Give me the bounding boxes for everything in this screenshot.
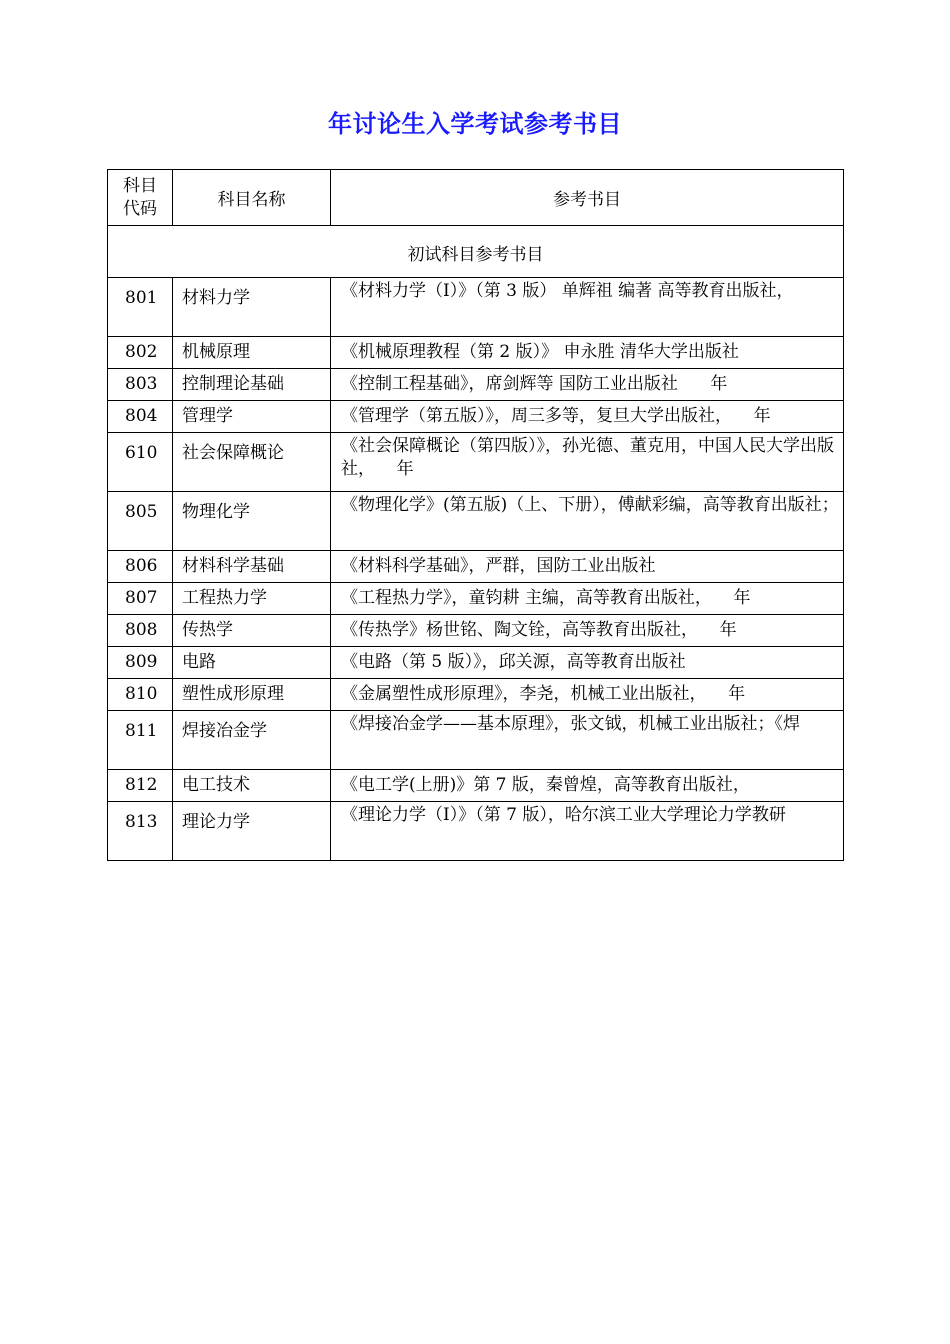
page-title: 年讨论生入学考试参考书目: [328, 110, 622, 138]
subject-name: 传热学: [173, 615, 331, 647]
table-row: [108, 679, 844, 711]
subject-name: 电工技术: [173, 770, 331, 802]
reference-books: [331, 711, 844, 770]
subject-code: 803: [108, 369, 173, 401]
subject-code: 810: [108, 679, 173, 711]
reference-books-text: 《社会保障概论（第四版）》，孙光德、董克用，中国人民大学出版社， 年: [341, 436, 834, 479]
table-row: [108, 711, 844, 770]
table-row: [108, 369, 844, 401]
subject-code: 610: [108, 433, 173, 492]
reference-books: [331, 433, 844, 492]
reference-books: [331, 492, 844, 551]
subject-code: 804: [108, 401, 173, 433]
subject-code: 802: [108, 337, 173, 369]
subject-name: 机械原理: [173, 337, 331, 369]
reference-books-text: 《物理化学》(第五版)（上、下册），傅献彩编，高等教育出版社；: [341, 495, 839, 515]
reference-books-text: 《机械原理教程（第 2 版）》 申永胜 清华大学出版社: [341, 342, 739, 362]
subject-code: 809: [108, 647, 173, 679]
reference-books: [331, 278, 844, 337]
subject-code: 807: [108, 583, 173, 615]
subject-code: 801: [108, 278, 173, 337]
reference-books: [331, 679, 844, 711]
reference-books: [331, 802, 844, 861]
reference-books-text: 《材料力学（I）》（第 3 版） 单辉祖 编著 高等教育出版社，: [341, 281, 794, 301]
subject-name: 工程热力学: [173, 583, 331, 615]
table-row: [108, 647, 844, 679]
subject-name: 控制理论基础: [173, 369, 331, 401]
reference-books: [331, 369, 844, 401]
subject-name: 管理学: [173, 401, 331, 433]
reference-book-table: [107, 169, 844, 861]
table-row: [108, 401, 844, 433]
subject-name: 材料力学: [173, 278, 331, 337]
table-row: [108, 433, 844, 492]
reference-books-text: 《理论力学（I）》（第 7 版），哈尔滨工业大学理论力学教研: [341, 805, 786, 825]
subject-name: 理论力学: [173, 802, 331, 861]
reference-books: [331, 337, 844, 369]
header-code-line1: 科目: [123, 175, 157, 196]
subject-code: 812: [108, 770, 173, 802]
header-reference-books: 参考书目: [331, 170, 844, 226]
reference-books-text: 《焊接冶金学——基本原理》，张文钺，机械工业出版社；《焊: [341, 714, 800, 734]
subject-name: 焊接冶金学: [173, 711, 331, 770]
reference-books-text: 《电路（第 5 版）》，邱关源，高等教育出版社: [341, 652, 686, 672]
reference-books: [331, 583, 844, 615]
subject-code: 813: [108, 802, 173, 861]
reference-books: [331, 770, 844, 802]
subject-code: 808: [108, 615, 173, 647]
reference-books-text: 《电工学(上册)》第 7 版，秦曾煌，高等教育出版社，: [341, 775, 750, 795]
header-subject-name: 科目名称: [173, 170, 331, 226]
reference-books: [331, 551, 844, 583]
reference-books-text: 《传热学》杨世铭、陶文铨，高等教育出版社， 年: [341, 620, 737, 640]
table-row: [108, 583, 844, 615]
subject-code: 805: [108, 492, 173, 551]
reference-books: [331, 647, 844, 679]
subject-name: 塑性成形原理: [173, 679, 331, 711]
table-row: [108, 770, 844, 802]
subject-name: 社会保障概论: [173, 433, 331, 492]
reference-books-text: 《金属塑性成形原理》，李尧，机械工业出版社， 年: [341, 684, 746, 704]
table-row: [108, 615, 844, 647]
reference-books-text: 《工程热力学》，童钧耕 主编，高等教育出版社， 年: [341, 588, 751, 608]
subject-name: 电路: [173, 647, 331, 679]
subject-name: 材料科学基础: [173, 551, 331, 583]
table-row: [108, 492, 844, 551]
subject-code: 811: [108, 711, 173, 770]
reference-books-text: 《管理学（第五版）》，周三多等，复旦大学出版社， 年: [341, 406, 771, 426]
reference-books: [331, 401, 844, 433]
subject-name: 物理化学: [173, 492, 331, 551]
reference-books-text: 《材料科学基础》，严群，国防工业出版社: [341, 556, 656, 576]
reference-books-text: 《控制工程基础》，席剑辉等 国防工业出版社 年: [341, 374, 728, 394]
section-title: 初试科目参考书目: [108, 226, 844, 278]
subject-code: 806: [108, 551, 173, 583]
section-row: [108, 226, 844, 278]
reference-books: [331, 615, 844, 647]
header-subject-code: [108, 170, 173, 226]
table-header-row: [108, 170, 844, 226]
table-row: [108, 337, 844, 369]
table-row: [108, 802, 844, 861]
table-row: [108, 551, 844, 583]
header-code-line2: 代码: [123, 198, 157, 219]
table-row: [108, 278, 844, 337]
